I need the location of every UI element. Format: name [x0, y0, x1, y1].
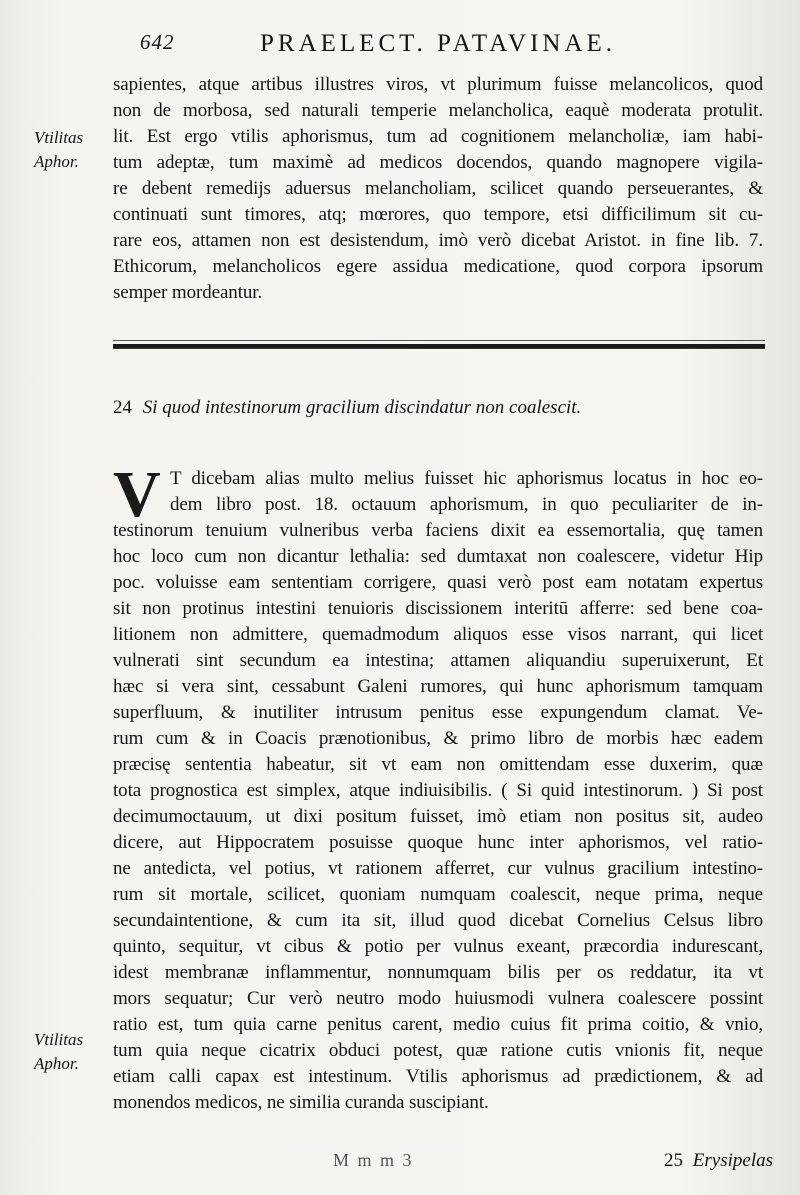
text-line: præcisę sententia habeatur, sit vt eam non omittendam esse duxerim, quæ: [113, 754, 763, 775]
margin-note-line: Aphor.: [34, 1054, 79, 1073]
text-line: ne antedicta, vel potius, vt rationem afferret, cur vulnus gracilium intestino-: [113, 858, 763, 879]
margin-note-line: Vtilitas: [34, 128, 84, 147]
catchword-number: 25: [664, 1150, 683, 1171]
aphorism-heading: [113, 395, 773, 421]
section-rule-thin: [113, 340, 765, 341]
text-line: non de morbosa, sed naturali temperie melancholica, eaquè moderata protulit.: [113, 100, 763, 121]
text-line: etiam calli capax est intestinum. Vtilis aphorismus ad prædictionem, & ad: [113, 1066, 763, 1087]
running-title: PRAELECT. PATAVINAE.: [260, 30, 617, 57]
aphorism-text: Si quod intestinorum gracilium discindatur non coalescit.: [142, 397, 582, 418]
running-head: [140, 30, 780, 64]
text-line: secundaintentione, & cum ita sit, illud quod dicebat Cornelius Celsus libro: [113, 910, 763, 931]
text-line: tum adeptæ, tum maximè ad medicos docendos, quando magnopere vigila-: [113, 152, 763, 173]
signature-mark: M m m 3: [333, 1150, 414, 1170]
text-line: mors sequatur; Cur verò neutro modo huiusmodi vulnera coalescere possint: [113, 988, 763, 1009]
text-line: testinorum tenuium vulneribus verba faciens dixit ea essemortalia, quę tamen: [113, 520, 763, 541]
margin-note-utility-2: [34, 1028, 114, 1076]
text-line: decimumoctauum, ut dixi positum fuisset, imò etiam non positus sit, audeo: [113, 806, 763, 827]
text-line: quinto, sequitur, vt cibus & potio per vulnus exeant, præcordia indurescant,: [113, 936, 763, 957]
text-line: semper mordeantur.: [113, 282, 263, 303]
text-line: hæc si vera sint, cessabunt Galeni rumores, qui hunc aphorismum tamquam: [113, 676, 763, 697]
page-footer: [113, 1146, 773, 1176]
text-line: litionem non admittere, quemadmodum aliquos esse visos narrant, qui licet: [113, 624, 763, 645]
text-line: idest membranæ inflammentur, nonnumquam bilis per os reddatur, ita vt: [113, 962, 763, 983]
top-paragraph: [113, 72, 763, 306]
margin-note-line: Aphor.: [34, 152, 79, 171]
text-line: dem libro post. 18. octauum aphorismum, in quo peculiariter de in-: [170, 494, 763, 515]
text-line: ratio est, tum quia carne penitus carent, medio cuius fit prima coitio, & vnio,: [113, 1014, 763, 1035]
text-line: rare eos, attamen non est desistendum, imò verò dicebat Aristot. in fine lib. 7.: [113, 230, 763, 251]
text-line: lit. Est ergo vtilis aphorismus, tum ad cognitionem melancholiæ, iam habi-: [113, 126, 763, 147]
text-line: rum cum & in Coacis prænotionibus, & primo libro de morbis hæc eadem: [113, 728, 763, 749]
text-line: sit non protinus intestini tenuioris discissionem interitū afferre: sed bene coa-: [113, 598, 763, 619]
section-rule: [113, 344, 765, 349]
text-line: rum sit mortale, scilicet, quoniam numquam coalescit, neque prima, neque: [113, 884, 763, 905]
aphorism-number: 24: [113, 397, 132, 418]
text-line: dicere, aut Hippocratem posuisse quoque hunc inter aphorismos, vel ratio-: [113, 832, 763, 853]
text-line: re debent remedijs aduersus melancholiam, scilicet quando perseuerantes, &: [113, 178, 763, 199]
page-number: 642: [140, 30, 175, 54]
text-line: tum quia neque cicatrix obduci potest, quæ ratione cutis vnionis fit, neque: [113, 1040, 763, 1061]
text-line: Ethicorum, melancholicos egere assidua medicatione, quod corpora ipsorum: [113, 256, 763, 277]
text-line: superfluum, & inutiliter intrusum penitus esse expungendum clamat. Ve-: [113, 702, 763, 723]
drop-cap: V: [113, 458, 161, 531]
text-line: tota prognostica est simplex, atque indiuisibilis. ( Si quid intestinorum. ) Si post: [113, 780, 763, 801]
text-line: poc. voluisse eam sententiam corrigere, quasi verò post eam notatam expertus: [113, 572, 763, 593]
margin-note-utility-1: [34, 126, 114, 174]
text-line: continuati sunt timores, atq; mœrores, quo tempore, etsi difficilimum sit cu-: [113, 204, 763, 225]
text-line: hoc loco cum non dicantur lethalia: sed dumtaxat non coalescere, videtur Hip: [113, 546, 763, 567]
margin-note-line: Vtilitas: [34, 1030, 84, 1049]
text-line: sapientes, atque artibus illustres viros, vt plurimum fuisse melancolicos, quod: [113, 74, 763, 95]
commentary-body: [113, 518, 763, 1116]
commentary-opening: [170, 466, 763, 518]
text-line: monendos medicos, ne similia curanda suscipiant.: [113, 1092, 489, 1113]
show-through-text: [113, 298, 763, 320]
text-line: T dicebam alias multo melius fuisset hic aphorismus locatus in hoc eo-: [170, 468, 763, 489]
text-line: vulnerati sint secundum ea intestina; attamen aliquandiu superuixerunt, Et: [113, 650, 763, 671]
catchword: Erysipelas: [692, 1150, 773, 1171]
